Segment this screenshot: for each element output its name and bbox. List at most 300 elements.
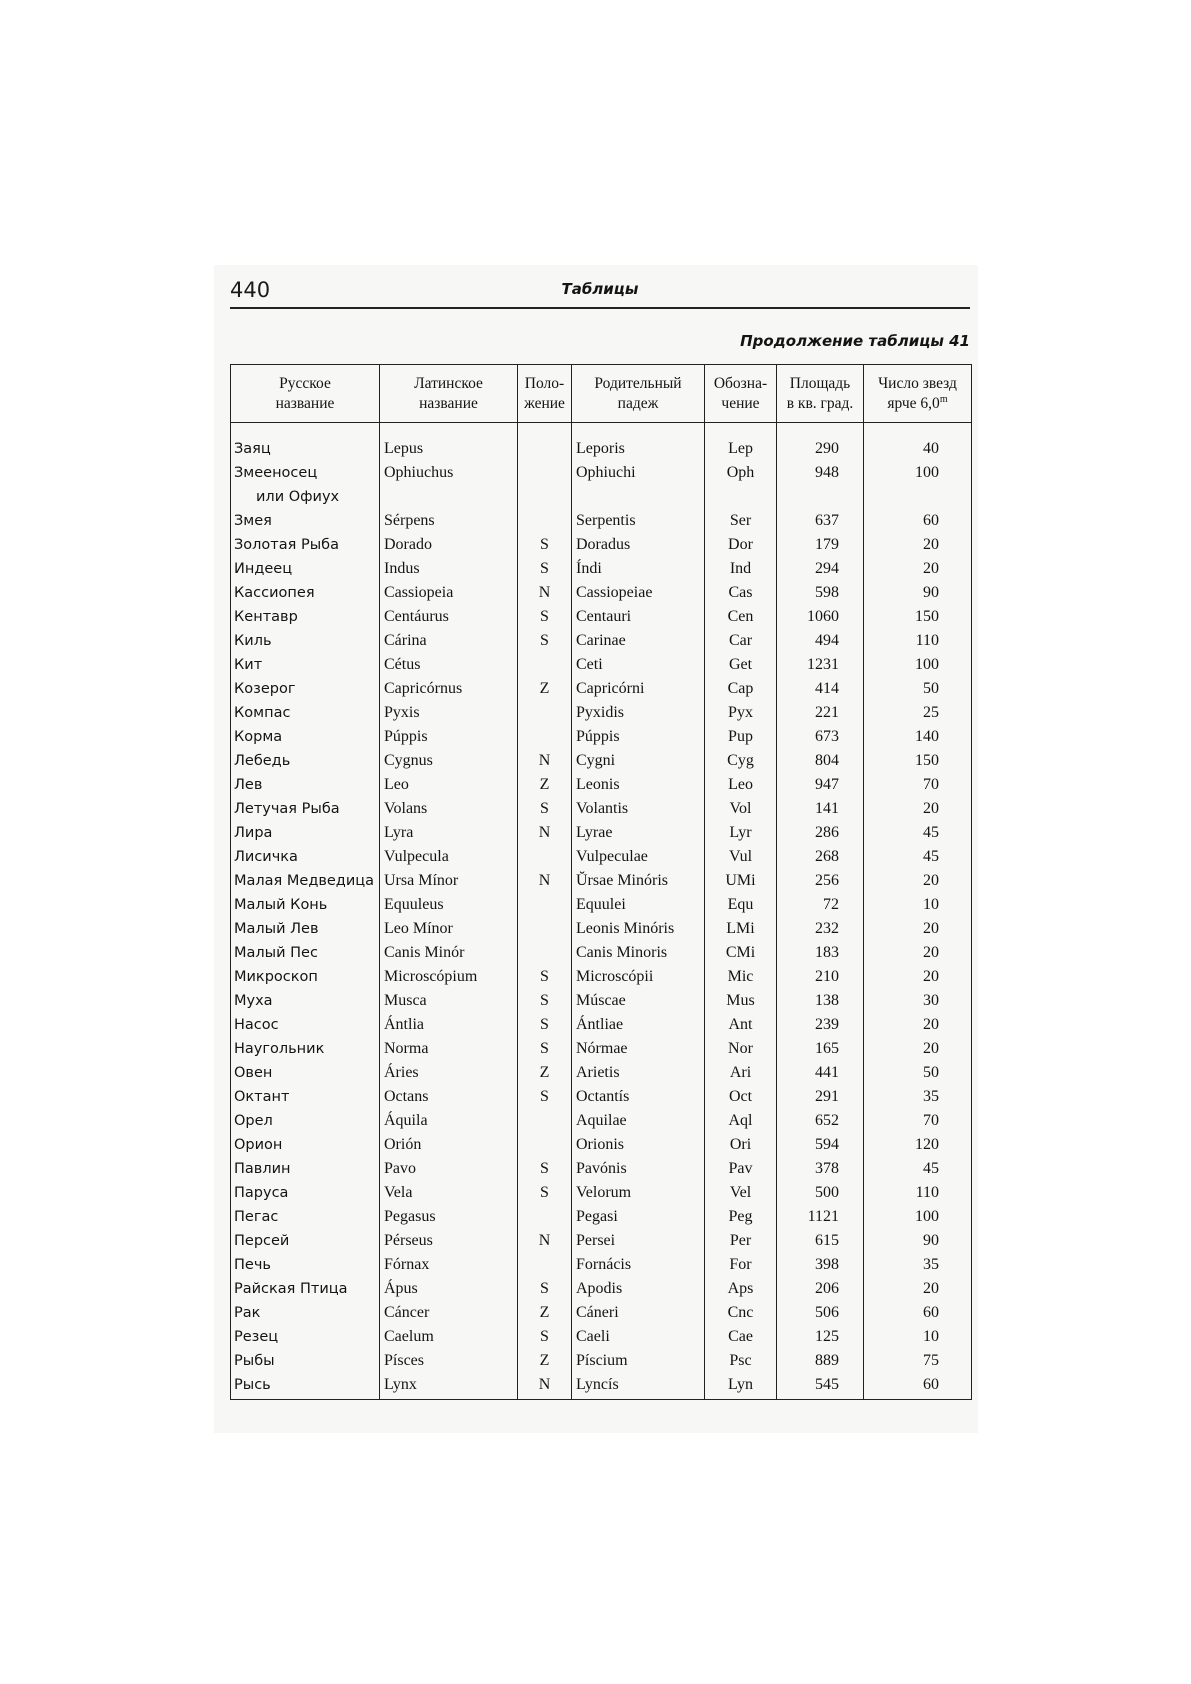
cell-star-count: 45	[864, 821, 972, 845]
cell-star-count: 20	[864, 869, 972, 893]
table-body	[231, 423, 972, 1400]
header-area-line: в кв. град.	[786, 394, 854, 412]
russian-name-line: Персей	[234, 1233, 290, 1249]
russian-name-line: Пегас	[234, 1209, 279, 1225]
russian-name-line: Октант	[234, 1089, 290, 1105]
cell-russian-name	[231, 629, 380, 653]
cell-genitive: Velorum	[572, 1181, 705, 1205]
cell-latin-name: Leo	[380, 773, 518, 797]
cell-position: N	[518, 749, 572, 773]
cell-star-count: 40	[864, 423, 972, 462]
cell-latin-name: Leo Mínor	[380, 917, 518, 941]
cell-genitive: Pyxidis	[572, 701, 705, 725]
table-row	[231, 821, 972, 845]
cell-area: 294	[777, 557, 864, 581]
cell-abbreviation: For	[705, 1253, 777, 1277]
header-area	[777, 365, 864, 423]
cell-abbreviation: Pav	[705, 1157, 777, 1181]
cell-latin-name: Ursa Mínor	[380, 869, 518, 893]
cell-star-count: 110	[864, 629, 972, 653]
cell-latin-name: Centáurus	[380, 605, 518, 629]
cell-area: 947	[777, 773, 864, 797]
cell-genitive: Apodis	[572, 1277, 705, 1301]
cell-area: 1121	[777, 1205, 864, 1229]
cell-russian-name	[231, 773, 380, 797]
table-row	[231, 797, 972, 821]
cell-star-count: 90	[864, 581, 972, 605]
cell-position: S	[518, 1325, 572, 1349]
russian-name-line: Кит	[234, 657, 263, 673]
cell-position	[518, 461, 572, 509]
cell-area: 441	[777, 1061, 864, 1085]
cell-genitive: Pegasi	[572, 1205, 705, 1229]
cell-star-count: 25	[864, 701, 972, 725]
cell-genitive: Cassiopeiae	[572, 581, 705, 605]
cell-area: 256	[777, 869, 864, 893]
cell-position: S	[518, 629, 572, 653]
cell-latin-name: Cassiopeia	[380, 581, 518, 605]
cell-russian-name	[231, 1277, 380, 1301]
cell-latin-name: Vela	[380, 1181, 518, 1205]
cell-position	[518, 1253, 572, 1277]
cell-genitive: Leonis	[572, 773, 705, 797]
cell-russian-name	[231, 1325, 380, 1349]
russian-name-line: Малый Пес	[234, 945, 318, 961]
cell-genitive: Carinae	[572, 629, 705, 653]
cell-genitive: Ceti	[572, 653, 705, 677]
cell-star-count: 35	[864, 1253, 972, 1277]
cell-latin-name: Lynx	[380, 1373, 518, 1400]
cell-abbreviation: LMi	[705, 917, 777, 941]
table-header-row	[231, 365, 972, 423]
header-genitive-line: падеж	[617, 394, 659, 412]
cell-star-count: 50	[864, 1061, 972, 1085]
cell-latin-name: Microscópium	[380, 965, 518, 989]
cell-genitive: Caeli	[572, 1325, 705, 1349]
table-row	[231, 845, 972, 869]
cell-russian-name	[231, 1229, 380, 1253]
table-row	[231, 1133, 972, 1157]
table-row	[231, 749, 972, 773]
page-number: 440	[230, 278, 271, 302]
cell-area: 125	[777, 1325, 864, 1349]
header-position	[518, 365, 572, 423]
cell-latin-name: Capricórnus	[380, 677, 518, 701]
cell-area: 414	[777, 677, 864, 701]
cell-abbreviation: Get	[705, 653, 777, 677]
cell-abbreviation: Mus	[705, 989, 777, 1013]
cell-latin-name: Ápus	[380, 1277, 518, 1301]
russian-name-line: Кассиопея	[234, 585, 315, 601]
cell-abbreviation: Ser	[705, 509, 777, 533]
cell-abbreviation: Ari	[705, 1061, 777, 1085]
table-row	[231, 917, 972, 941]
cell-position: S	[518, 1037, 572, 1061]
cell-star-count: 20	[864, 965, 972, 989]
cell-star-count: 120	[864, 1133, 972, 1157]
cell-star-count: 20	[864, 533, 972, 557]
cell-area: 179	[777, 533, 864, 557]
cell-position	[518, 845, 572, 869]
cell-star-count: 150	[864, 605, 972, 629]
cell-latin-name: Áquila	[380, 1109, 518, 1133]
russian-name-line: Лира	[234, 825, 273, 841]
cell-russian-name	[231, 1133, 380, 1157]
cell-russian-name	[231, 965, 380, 989]
header-latin-line: название	[419, 394, 478, 412]
cell-russian-name	[231, 1061, 380, 1085]
cell-russian-name	[231, 461, 380, 509]
cell-area: 500	[777, 1181, 864, 1205]
cell-position: S	[518, 1013, 572, 1037]
table-row	[231, 701, 972, 725]
cell-abbreviation: Car	[705, 629, 777, 653]
table-row	[231, 1013, 972, 1037]
table-row	[231, 557, 972, 581]
cell-latin-name: Áries	[380, 1061, 518, 1085]
cell-latin-name: Ophiuchus	[380, 461, 518, 509]
cell-abbreviation: Cyg	[705, 749, 777, 773]
cell-russian-name	[231, 1205, 380, 1229]
cell-star-count: 50	[864, 677, 972, 701]
cell-genitive: Vulpeculae	[572, 845, 705, 869]
header-abbreviation-line: Обозна-	[713, 374, 768, 392]
cell-russian-name	[231, 557, 380, 581]
header-position-line: Поло-	[524, 374, 565, 392]
cell-area: 889	[777, 1349, 864, 1373]
cell-russian-name	[231, 701, 380, 725]
russian-name-line: Малая Медведица	[234, 873, 375, 889]
cell-latin-name: Cáncer	[380, 1301, 518, 1325]
cell-abbreviation: Cen	[705, 605, 777, 629]
cell-area: 545	[777, 1373, 864, 1400]
cell-latin-name: Ántlia	[380, 1013, 518, 1037]
cell-position: S	[518, 1181, 572, 1205]
cell-position: S	[518, 1085, 572, 1109]
russian-name-line: Золотая Рыба	[234, 537, 339, 553]
cell-latin-name: Dorado	[380, 533, 518, 557]
table-row	[231, 1037, 972, 1061]
russian-name-line: Печь	[234, 1257, 271, 1273]
cell-position: N	[518, 581, 572, 605]
cell-star-count: 20	[864, 1013, 972, 1037]
cell-abbreviation: Pyx	[705, 701, 777, 725]
cell-star-count: 20	[864, 1037, 972, 1061]
cell-genitive: Arietis	[572, 1061, 705, 1085]
cell-position: S	[518, 965, 572, 989]
cell-latin-name: Lepus	[380, 423, 518, 462]
cell-position	[518, 653, 572, 677]
cell-star-count: 35	[864, 1085, 972, 1109]
cell-latin-name: Orión	[380, 1133, 518, 1157]
cell-abbreviation: Aps	[705, 1277, 777, 1301]
cell-russian-name	[231, 869, 380, 893]
cell-latin-name: Písces	[380, 1349, 518, 1373]
cell-latin-name: Equuleus	[380, 893, 518, 917]
russian-name-line: Малый Лев	[234, 921, 319, 937]
cell-area: 72	[777, 893, 864, 917]
russian-name-line: Змея	[234, 513, 272, 529]
cell-star-count: 30	[864, 989, 972, 1013]
cell-abbreviation: Lyn	[705, 1373, 777, 1400]
cell-russian-name	[231, 845, 380, 869]
cell-genitive: Serpentis	[572, 509, 705, 533]
russian-name-line: Орион	[234, 1137, 283, 1153]
cell-genitive: Persei	[572, 1229, 705, 1253]
cell-latin-name: Vulpecula	[380, 845, 518, 869]
cell-russian-name	[231, 749, 380, 773]
cell-russian-name	[231, 821, 380, 845]
table-row	[231, 1325, 972, 1349]
cell-abbreviation: Ind	[705, 557, 777, 581]
cell-genitive: Ántliae	[572, 1013, 705, 1037]
cell-latin-name: Lyra	[380, 821, 518, 845]
cell-abbreviation: Oph	[705, 461, 777, 509]
header-position-line: жение	[524, 394, 565, 412]
cell-latin-name: Sérpens	[380, 509, 518, 533]
header-latin-line: Латинское	[414, 374, 483, 392]
table-row	[231, 677, 972, 701]
cell-position: S	[518, 1157, 572, 1181]
cell-position	[518, 701, 572, 725]
cell-genitive: Ophiuchi	[572, 461, 705, 509]
cell-russian-name	[231, 677, 380, 701]
cell-abbreviation: Cap	[705, 677, 777, 701]
cell-genitive: Ŭrsae Minóris	[572, 869, 705, 893]
cell-abbreviation: Oct	[705, 1085, 777, 1109]
cell-star-count: 150	[864, 749, 972, 773]
table-row	[231, 1181, 972, 1205]
cell-star-count: 10	[864, 1325, 972, 1349]
cell-area: 594	[777, 1133, 864, 1157]
russian-name-line: Компас	[234, 705, 291, 721]
cell-position	[518, 509, 572, 533]
cell-position: N	[518, 1229, 572, 1253]
cell-abbreviation: Vul	[705, 845, 777, 869]
cell-latin-name: Fórnax	[380, 1253, 518, 1277]
cell-position	[518, 1205, 572, 1229]
cell-latin-name: Octans	[380, 1085, 518, 1109]
russian-name-line: Козерог	[234, 681, 296, 697]
header-abbreviation	[705, 365, 777, 423]
cell-abbreviation: Lyr	[705, 821, 777, 845]
cell-abbreviation: CMi	[705, 941, 777, 965]
cell-position: S	[518, 605, 572, 629]
table-row	[231, 629, 972, 653]
cell-position: Z	[518, 1061, 572, 1085]
cell-area: 183	[777, 941, 864, 965]
cell-russian-name	[231, 533, 380, 557]
header-russian-line: название	[275, 394, 335, 412]
cell-latin-name: Cétus	[380, 653, 518, 677]
russian-name-line: Рак	[234, 1305, 261, 1321]
russian-name-line: или Офиух	[256, 489, 340, 505]
table-row	[231, 1301, 972, 1325]
cell-position: S	[518, 989, 572, 1013]
cell-star-count: 60	[864, 1373, 972, 1400]
cell-area: 268	[777, 845, 864, 869]
cell-area: 206	[777, 1277, 864, 1301]
cell-genitive: Leonis Minóris	[572, 917, 705, 941]
cell-area: 506	[777, 1301, 864, 1325]
header-rule	[230, 307, 970, 309]
russian-name-line: Заяц	[234, 441, 271, 457]
cell-area: 1231	[777, 653, 864, 677]
cell-position: S	[518, 797, 572, 821]
russian-name-line: Лисичка	[234, 849, 298, 865]
table-row	[231, 605, 972, 629]
cell-star-count: 90	[864, 1229, 972, 1253]
cell-genitive: Orionis	[572, 1133, 705, 1157]
cell-star-count: 20	[864, 941, 972, 965]
cell-position	[518, 1109, 572, 1133]
cell-position: Z	[518, 773, 572, 797]
cell-genitive: Nórmae	[572, 1037, 705, 1061]
table-row	[231, 461, 972, 509]
cell-russian-name	[231, 1301, 380, 1325]
cell-area: 804	[777, 749, 864, 773]
russian-name-line: Микроскоп	[234, 969, 318, 985]
table-row	[231, 1157, 972, 1181]
cell-russian-name	[231, 725, 380, 749]
russian-name-line: Резец	[234, 1329, 279, 1345]
cell-abbreviation: Mic	[705, 965, 777, 989]
table-row	[231, 423, 972, 462]
cell-russian-name	[231, 1157, 380, 1181]
cell-abbreviation: Ant	[705, 1013, 777, 1037]
cell-abbreviation: Leo	[705, 773, 777, 797]
cell-genitive: Lyrae	[572, 821, 705, 845]
cell-genitive: Octantís	[572, 1085, 705, 1109]
table-row	[231, 509, 972, 533]
cell-latin-name: Volans	[380, 797, 518, 821]
cell-position: N	[518, 1373, 572, 1400]
table-row	[231, 773, 972, 797]
cell-russian-name	[231, 1109, 380, 1133]
running-head	[230, 278, 970, 308]
cell-latin-name: Cárina	[380, 629, 518, 653]
cell-position: Z	[518, 1301, 572, 1325]
cell-abbreviation: Cae	[705, 1325, 777, 1349]
cell-russian-name	[231, 1037, 380, 1061]
cell-abbreviation: Aql	[705, 1109, 777, 1133]
table-row	[231, 941, 972, 965]
cell-genitive: Centauri	[572, 605, 705, 629]
cell-position: S	[518, 557, 572, 581]
cell-star-count: 20	[864, 797, 972, 821]
cell-area: 232	[777, 917, 864, 941]
cell-russian-name	[231, 1373, 380, 1400]
table-row	[231, 1253, 972, 1277]
russian-name-line: Индеец	[234, 561, 293, 577]
cell-abbreviation: Cas	[705, 581, 777, 605]
header-genitive-line: Родительный	[594, 374, 682, 392]
cell-genitive: Volantis	[572, 797, 705, 821]
cell-area: 291	[777, 1085, 864, 1109]
cell-russian-name	[231, 989, 380, 1013]
header-russian-name	[231, 365, 380, 423]
cell-latin-name: Pavo	[380, 1157, 518, 1181]
cell-abbreviation: Nor	[705, 1037, 777, 1061]
cell-area: 398	[777, 1253, 864, 1277]
russian-name-line: Киль	[234, 633, 272, 649]
russian-name-line: Лев	[234, 777, 263, 793]
cell-star-count: 60	[864, 1301, 972, 1325]
cell-latin-name: Norma	[380, 1037, 518, 1061]
cell-russian-name	[231, 941, 380, 965]
cell-russian-name	[231, 1349, 380, 1373]
header-russian-line: Русское	[279, 374, 331, 392]
cell-area: 1060	[777, 605, 864, 629]
table-row	[231, 1373, 972, 1400]
cell-area: 652	[777, 1109, 864, 1133]
cell-russian-name	[231, 1013, 380, 1037]
cell-genitive: Múscae	[572, 989, 705, 1013]
cell-genitive: Microscópii	[572, 965, 705, 989]
cell-russian-name	[231, 581, 380, 605]
table-continuation-caption: Продолжение таблицы 41	[740, 332, 970, 350]
cell-position: N	[518, 821, 572, 845]
cell-abbreviation: Per	[705, 1229, 777, 1253]
cell-position: Z	[518, 677, 572, 701]
cell-russian-name	[231, 653, 380, 677]
table-row	[231, 965, 972, 989]
russian-name-line: Малый Конь	[234, 897, 328, 913]
cell-area: 615	[777, 1229, 864, 1253]
russian-name-line: Насос	[234, 1017, 279, 1033]
cell-latin-name: Pérseus	[380, 1229, 518, 1253]
cell-star-count: 100	[864, 653, 972, 677]
cell-latin-name: Musca	[380, 989, 518, 1013]
cell-latin-name: Pyxis	[380, 701, 518, 725]
cell-russian-name	[231, 1253, 380, 1277]
cell-russian-name	[231, 917, 380, 941]
table-row	[231, 1085, 972, 1109]
cell-russian-name	[231, 893, 380, 917]
cell-area: 637	[777, 509, 864, 533]
russian-name-line: Рысь	[234, 1377, 271, 1393]
russian-name-line: Кентавр	[234, 609, 298, 625]
cell-abbreviation: Ori	[705, 1133, 777, 1157]
cell-abbreviation: Dor	[705, 533, 777, 557]
header-abbreviation-line: чение	[721, 394, 760, 412]
cell-abbreviation: UMi	[705, 869, 777, 893]
cell-abbreviation: Lep	[705, 423, 777, 462]
cell-latin-name: Púppis	[380, 725, 518, 749]
cell-abbreviation: Equ	[705, 893, 777, 917]
cell-abbreviation: Vel	[705, 1181, 777, 1205]
cell-star-count: 20	[864, 1277, 972, 1301]
cell-area: 221	[777, 701, 864, 725]
cell-genitive: Cáneri	[572, 1301, 705, 1325]
cell-abbreviation: Pup	[705, 725, 777, 749]
cell-latin-name: Canis Minór	[380, 941, 518, 965]
cell-genitive: Aquilae	[572, 1109, 705, 1133]
table-row	[231, 869, 972, 893]
cell-position: S	[518, 533, 572, 557]
cell-star-count: 45	[864, 845, 972, 869]
cell-area: 494	[777, 629, 864, 653]
table-row	[231, 653, 972, 677]
russian-name-line: Лебедь	[234, 753, 291, 769]
cell-position: Z	[518, 1349, 572, 1373]
cell-star-count: 70	[864, 1109, 972, 1133]
header-genitive	[572, 365, 705, 423]
cell-genitive: Equulei	[572, 893, 705, 917]
russian-name-line: Паруса	[234, 1185, 289, 1201]
header-star-count-line: Число звезд	[878, 374, 957, 392]
cell-area: 290	[777, 423, 864, 462]
